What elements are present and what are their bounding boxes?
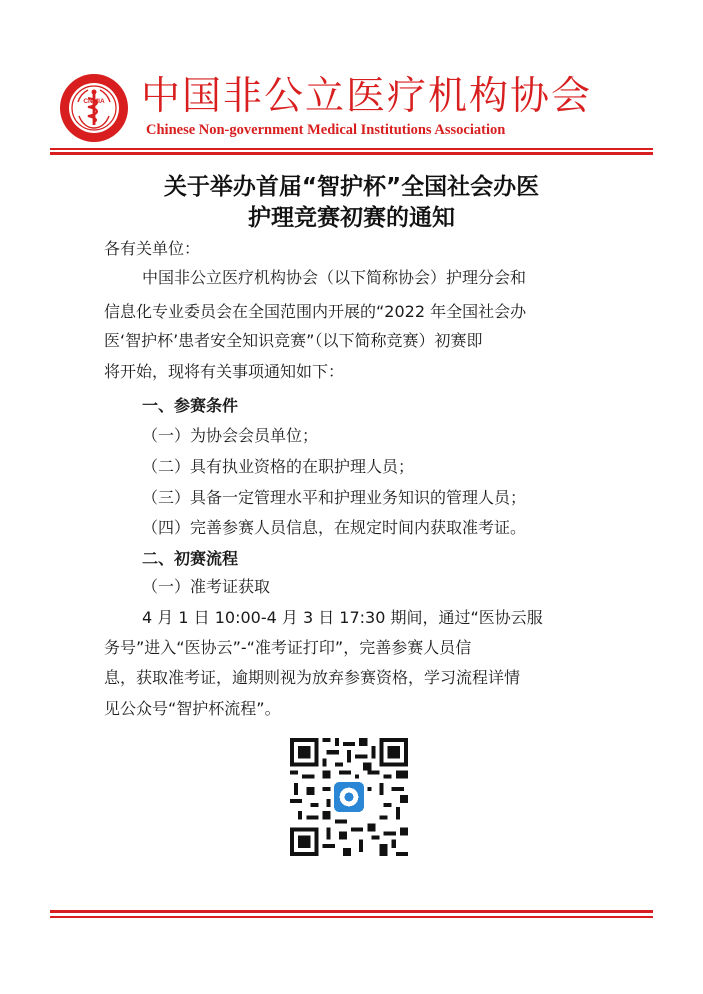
section2-line: 4 月 1 日 10:00-4 月 3 日 17:30 期间，通过“医协云服 bbox=[142, 608, 543, 627]
intro-line: 中国非公立医疗机构协会（以下简称协会）护理分会和 bbox=[142, 268, 527, 287]
section1-item: （二）具有执业资格的在职护理人员； bbox=[142, 457, 415, 476]
section1-heading: 一、参赛条件 bbox=[142, 396, 239, 415]
header-rule-thin bbox=[50, 148, 653, 150]
section2-heading: 二、初赛流程 bbox=[142, 549, 239, 568]
section1-item: （一）为协会会员单位； bbox=[142, 426, 319, 445]
doc-title-line2: 护理竞赛初赛的通知 bbox=[248, 205, 455, 231]
org-name-cn: 中国非公立医疗机构协会 bbox=[141, 74, 593, 119]
section1-item: （四）完善参赛人员信息，在规定时间内获取准考证。 bbox=[142, 518, 527, 537]
section2-line: 息，获取准考证，逾期则视为放弃参赛资格，学习流程详情 bbox=[104, 668, 521, 687]
org-name-en: Chinese Non-government Medical Institutions Association bbox=[146, 122, 506, 138]
logo-label: CNMIA bbox=[83, 98, 105, 105]
section1-item: （三）具备一定管理水平和护理业务知识的管理人员； bbox=[142, 488, 527, 507]
intro-line: 将开始，现将有关事项通知如下： bbox=[104, 362, 345, 381]
section2-line: 务号”进入“医协云”-“准考证打印”，完善参赛人员信 bbox=[104, 638, 472, 657]
intro-line: 医‘智护杯’患者安全知识竞赛”（以下简称竞赛）初赛即 bbox=[104, 331, 483, 350]
footer-rule-thick bbox=[50, 910, 653, 913]
section2-line: 见公众号“智护杯流程”。 bbox=[104, 699, 281, 718]
footer-rule-thin bbox=[50, 916, 653, 918]
salutation: 各有关单位： bbox=[104, 239, 201, 258]
cnmia-logo-icon bbox=[58, 72, 130, 144]
header-rule-thick bbox=[50, 152, 653, 155]
section2-subheading: （一）准考证获取 bbox=[142, 577, 271, 596]
doc-title-line1: 关于举办首届“智护杯”全国社会办医 bbox=[163, 174, 540, 200]
qr-code-icon[interactable] bbox=[290, 738, 408, 856]
intro-line: 信息化专业委员会在全国范围内开展的“2022 年全国社会办 bbox=[104, 302, 527, 321]
